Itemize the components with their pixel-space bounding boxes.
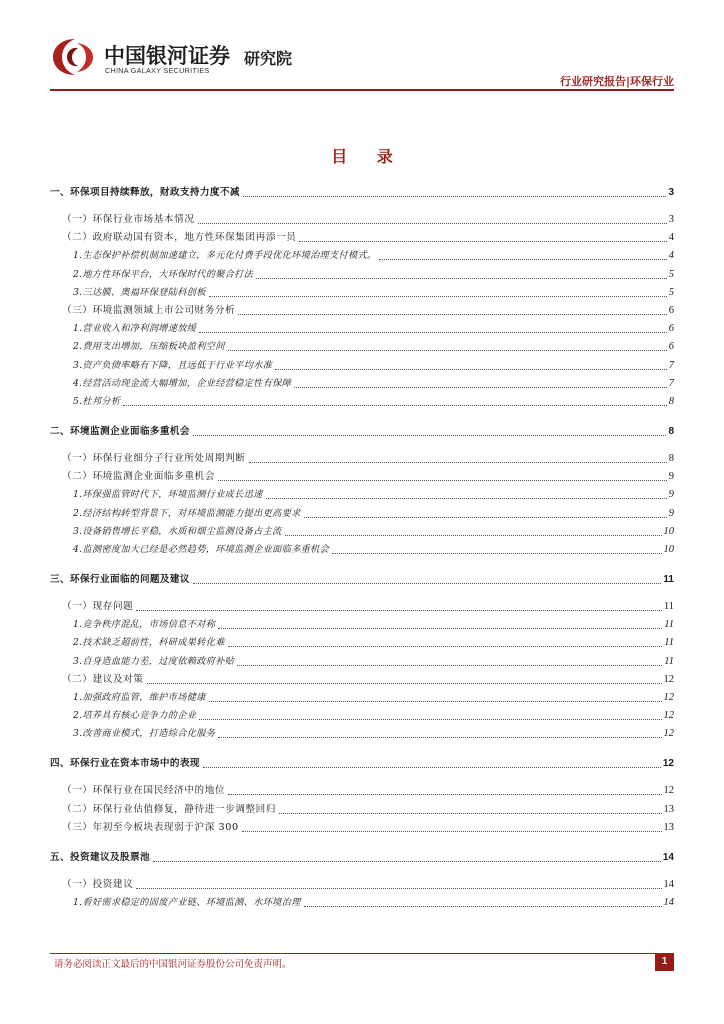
brand-institute: 研究院 [244,49,293,68]
footer-divider [50,953,674,954]
toc-entry-page: 12 [663,692,674,703]
toc-entry-page: 6 [668,323,674,335]
toc-entry-page: 3 [668,214,674,225]
toc-entry-page: 10 [663,525,674,537]
toc-entry-title: 二、环境监测企业面临多重机会 [50,426,190,437]
toc-entry-title: 3.自身造血能力差，过度依赖政府补贴 [73,655,235,667]
toc-leader-dots [237,664,662,666]
toc-entry-page: 5 [668,268,674,280]
toc-entry-level-1[interactable] [50,184,674,200]
toc-entry-page: 7 [668,359,674,371]
toc-leader-dots [193,582,662,584]
toc-entry-title: 1.竞争秩序混乱，市场信息不对称 [73,619,216,631]
toc-leader-dots [256,277,667,279]
toc-entry-title: 3.三达膜、奥福环保登陆科创板 [73,286,206,298]
toc-entry-level-3[interactable] [50,653,674,669]
toc-entry-level-2[interactable] [50,450,674,466]
toc-leader-dots [332,552,661,554]
toc-entry-page: 8 [668,396,674,407]
toc-leader-dots [209,295,667,297]
toc-entry-title: 一、环保项目持续释放，财政支持力度不减 [50,187,240,198]
toc-entry-level-3[interactable] [50,523,674,539]
toc-entry-level-3[interactable] [50,357,674,373]
toc-entry-title: 1.加强政府监管，维护市场健康 [73,692,206,703]
toc-entry-title: 五、投资建议及股票池 [50,851,150,863]
toc-entry-title: 2.地方性环保平台，大环保时代的聚合打法 [73,268,254,280]
toc-leader-dots [275,368,667,370]
toc-entry-page: 9 [668,471,674,483]
toc-entry-title: （三）年初至今板块表现弱于沪深 300 [62,821,239,833]
toc-entry-title: 2.经济结构转型背景下，对环境监测能力提出更高要求 [73,507,301,519]
toc-leader-dots [304,516,667,518]
toc-entry-title: 3.改善商业模式，打造综合化服务 [73,728,216,740]
toc-entry-level-3[interactable] [50,541,674,557]
toc-leader-dots [299,240,666,242]
toc-leader-dots [304,905,662,907]
toc-leader-dots [243,195,667,197]
toc-entry-level-3[interactable] [50,266,674,282]
toc-entry-level-3[interactable] [50,338,674,354]
toc-entry-title: 1.环保强监管时代下，环境监测行业成长迅速 [73,489,263,501]
report-type: 行业研究报告|环保行业 [559,75,674,88]
toc-entry-level-3[interactable] [50,505,674,521]
toc-entry-title: （一）现存问题 [62,601,134,612]
toc-entry-page: 11 [664,655,674,667]
toc-leader-dots [199,331,667,333]
toc-entry-page: 4 [668,232,674,244]
toc-leader-dots [203,766,661,768]
toc-entry-page: 13 [663,821,674,833]
toc-entry-page: 10 [663,544,674,555]
page-number: 1 [655,953,674,971]
toc-title: 目 录 [331,147,405,166]
toc-entry-level-3[interactable] [50,725,674,741]
footer-disclaimer: 请务必阅读正文最后的中国银河证券股份公司免责声明。 [54,959,292,970]
toc-entry-title: 2.费用支出增加，压缩板块盈利空间 [73,341,225,353]
toc-leader-dots [218,627,662,629]
toc-entry-page: 9 [668,507,674,519]
toc-entry-title: 2.技术缺乏超前性，科研成果转化难 [73,637,225,649]
toc-entry-title: 2.培养具有核心竞争力的企业 [73,710,197,722]
toc-entry-title: 四、环保行业在资本市场中的表现 [50,758,200,770]
toc-leader-dots [238,313,666,315]
toc-entry-level-3[interactable] [50,634,674,650]
toc-leader-dots [198,222,667,224]
toc-entry-page: 6 [668,305,674,316]
toc-entry-page: 12 [663,785,674,797]
toc-entry-title: （一）环保行业市场基本情况 [62,214,195,225]
toc-entry-level-2[interactable] [50,801,674,817]
toc-leader-dots [379,258,666,260]
toc-entry-title: （一）环保行业细分子行业所处周期判断 [62,453,246,464]
toc-entry-title: （二）政府联动国有资本，地方性环保集团再添一员 [62,232,297,244]
toc-leader-dots [123,404,666,406]
toc-leader-dots [279,812,661,814]
toc-entry-level-3[interactable] [50,616,674,632]
toc-entry-level-3[interactable] [50,894,674,910]
toc-entry-level-1[interactable] [50,755,674,771]
toc-entry-title: （一）投资建议 [62,878,134,890]
toc-entry-page: 11 [663,601,674,612]
brand-name-cn: 中国银河证券 [104,44,230,68]
toc-leader-dots [218,479,667,481]
toc-entry-page: 9 [668,489,674,501]
toc-entry-page: 8 [668,453,674,464]
toc-leader-dots [294,386,667,388]
toc-entry-level-2[interactable] [50,302,674,318]
toc-entry-page: 3 [668,187,674,198]
toc-entry-title: 3.资产负债率略有下降，且远低于行业平均水准 [73,359,273,371]
toc-entry-level-2[interactable] [50,819,674,835]
toc-leader-dots [218,736,661,738]
toc-entry-page: 7 [668,377,674,389]
toc-entry-level-2[interactable] [50,468,674,484]
toc-entry-page: 12 [663,710,674,722]
toc-entry-page: 12 [662,758,674,770]
toc-entry-title: （二）环境监测企业面临多重机会 [62,471,215,483]
toc-entry-level-2[interactable] [50,229,674,245]
toc-entry-level-3[interactable] [50,707,674,723]
toc-entry-level-3[interactable] [50,284,674,300]
toc-entry-page: 12 [663,728,674,740]
toc-entry-title: 1.生态保护补偿机制加速建立，多元化付费手段优化环境治理支付模式。 [73,250,377,262]
toc-entry-level-2[interactable] [50,671,674,687]
toc-entry-title: 3.设备销售增长平稳，水质和烟尘监测设备占主流 [73,525,282,537]
toc-entry-page: 14 [662,851,674,863]
toc-entry-page: 4 [668,250,674,262]
toc-entry-level-3[interactable] [50,393,674,409]
toc-entry-page: 5 [668,286,674,298]
toc-entry-title: （三）环境监测领域上市公司财务分析 [62,305,236,316]
toc-leader-dots [242,830,662,832]
toc-entry-page: 6 [668,341,674,353]
china-galaxy-logo-icon [50,36,100,78]
page-header [0,0,724,92]
toc-entry-page: 8 [668,426,674,437]
toc-leader-dots [199,718,661,720]
toc-leader-dots [136,887,661,889]
toc-entry-title: 5.杜邦分析 [73,396,121,407]
toc-leader-dots [147,682,662,684]
toc-entry-level-1[interactable] [50,423,674,439]
toc-entry-level-3[interactable] [50,247,674,263]
toc-leader-dots [266,497,667,499]
toc-leader-dots [193,434,667,436]
toc-entry-level-1[interactable] [50,849,674,865]
toc-entry-level-2[interactable] [50,598,674,614]
toc-entry-level-3[interactable] [50,689,674,705]
brand-name-en: CHINA GALAXY SECURITIES [105,66,210,75]
toc-entry-title: 三、环保行业面临的问题及建议 [50,574,190,585]
toc-leader-dots [153,860,661,862]
toc-entry-title: （二）建议及对策 [62,673,144,685]
toc-entry-level-2[interactable] [50,211,674,227]
toc-entry-page: 11 [664,637,674,649]
toc-entry-page: 12 [663,673,674,685]
toc-entry-title: （二）环保行业估值修复，静待进一步调整回归 [62,803,277,815]
toc-entry-level-2[interactable] [50,876,674,892]
toc-entry-page: 13 [663,803,674,815]
header-divider [50,89,674,91]
toc-entry-title: 1.营业收入和净利润增速放缓 [73,323,197,335]
toc-entry-title: 4.监测密度加大已经是必然趋势，环境监测企业面临多重机会 [73,544,330,555]
toc-entry-page: 11 [663,574,674,585]
toc-entry-level-2[interactable] [50,782,674,798]
toc-leader-dots [228,349,667,351]
toc-leader-dots [285,534,662,536]
toc-entry-title: 4.经营活动现金流大幅增加，企业经营稳定性有保障 [73,377,292,389]
toc-entry-title: （一）环保行业在国民经济中的地位 [62,785,226,797]
toc-leader-dots [249,461,667,463]
toc-entry-page: 11 [664,619,674,631]
toc-entry-title: 1.看好需求稳定的固废产业链、环境监测、水环境治理 [73,897,301,908]
toc-leader-dots [136,609,662,611]
toc-entry-level-3[interactable] [50,486,674,502]
toc-entry-level-3[interactable] [50,375,674,391]
toc-entry-level-3[interactable] [50,320,674,336]
toc-leader-dots [209,700,662,702]
toc-entry-page: 14 [663,897,674,908]
toc-leader-dots [228,793,661,795]
toc-leader-dots [228,645,663,647]
toc-entry-level-1[interactable] [50,571,674,587]
toc-entry-page: 14 [663,878,674,890]
